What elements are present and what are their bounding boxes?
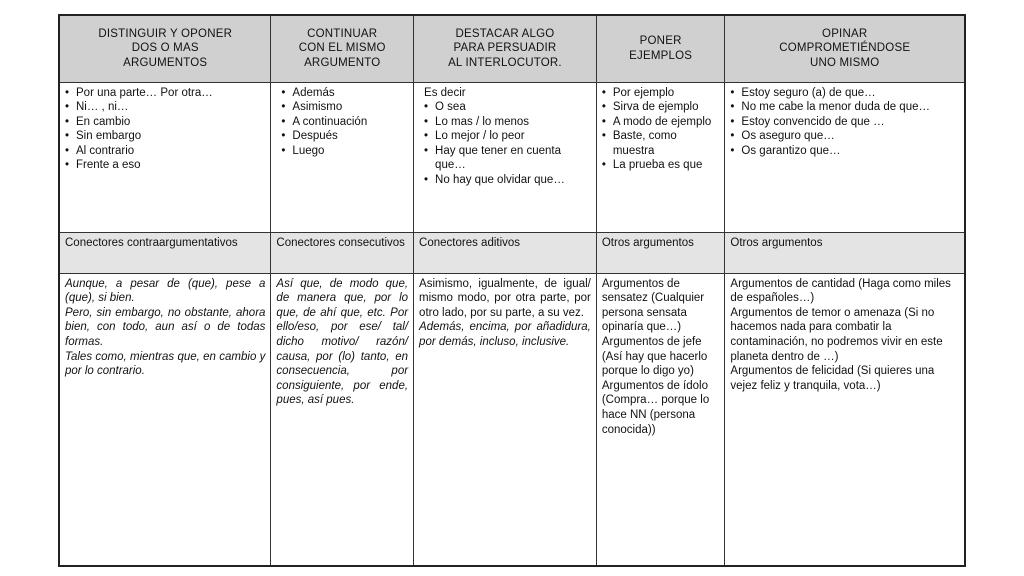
list-item: • Al contrario <box>65 144 265 159</box>
item-list <box>65 86 265 174</box>
connectors-row <box>59 273 965 566</box>
list-item: • Ni… , ni… <box>65 100 265 115</box>
items-cell-ejemplos <box>596 82 725 233</box>
connector-paragraph: Argumentos de cantidad (Haga como miles de españoles…) <box>730 277 951 305</box>
connector-paragraph: Además, encima, por añadidura, por demás, incluso, inclusive. <box>419 321 591 348</box>
connector-paragraph: Tales como, mientras que, en cambio y por lo contrario. <box>65 350 266 378</box>
list-item: • Además <box>281 86 408 101</box>
header-line: ARGUMENTOS <box>123 57 208 70</box>
header-continuar <box>271 15 414 82</box>
label-contraargumentativos: Conectores contraargumentativos <box>59 233 271 273</box>
list-item: • Os garantizo que… <box>730 144 959 159</box>
header-line: COMPROMETIÉNDOSE <box>779 42 911 55</box>
connector-paragraph: Asimismo, igualmente, de igual/ mismo modo, por otra parte, por otro lado, por su parte, a su vez. <box>419 277 591 319</box>
connector-paragraph: Así que, de modo que, de manera que, por lo que, de ahí que, etc. Por ello/eso, por ese/ tal/ dicho motivo/ razón/ causa, por (lo) tanto, en consecuencia, por consiguiente, por ende, pues, así pues. <box>276 277 409 407</box>
list-item: • Estoy convencido de que … <box>730 115 959 130</box>
header-line: DESTACAR ALGO <box>455 27 555 40</box>
header-line: ARGUMENTO <box>304 57 381 70</box>
list-item: • A continuación <box>281 115 408 130</box>
connector-paragraph: Pero, sin embargo, no obstante, ahora bien, con todo, aun así o de todas formas. <box>65 306 266 348</box>
label-aditivos: Conectores aditivos <box>414 233 597 273</box>
list-item: • En cambio <box>65 115 265 130</box>
header-destacar <box>414 15 597 82</box>
header-line: AL INTERLOCUTOR. <box>448 57 562 70</box>
connectors-cell-ejemplos <box>596 273 725 566</box>
list-item: • Hay que tener en cuenta que… <box>424 144 591 173</box>
list-item: • Estoy seguro (a) de que… <box>730 86 959 101</box>
list-item: • Luego <box>281 144 408 159</box>
header-line: DISTINGUIR Y OPONER <box>98 27 233 40</box>
items-row <box>59 82 965 233</box>
label-otros-argumentos: Otros argumentos <box>725 233 965 273</box>
list-item: • No me cabe la menor duda de que… <box>730 100 959 115</box>
connector-paragraph: Argumentos de jefe (Así hay que hacerlo porque lo digo yo) <box>601 335 708 378</box>
header-distinguir <box>59 15 271 82</box>
items-cell-destacar <box>414 82 597 233</box>
list-item: • No hay que olvidar que… <box>424 173 591 188</box>
connectors-cell-aditivos <box>414 273 597 566</box>
header-row <box>59 15 965 82</box>
header-line: UNO MISMO <box>809 57 880 70</box>
argument-connectors-table <box>58 14 966 567</box>
list-item: • Por ejemplo <box>602 86 720 101</box>
list-item: • Sin embargo <box>65 129 265 144</box>
connector-paragraph: Argumentos de temor o amenaza (Si no hacemos nada para combatir la contaminación, no podremos vivir en este planeta dentro de …) <box>730 306 943 363</box>
header-opinar <box>725 15 965 82</box>
list-item: • Por una parte… Por otra… <box>65 86 265 101</box>
connectors-cell-contraargumentativos <box>59 273 271 566</box>
list-item: • Lo mas / lo menos <box>424 115 591 130</box>
items-intro: Es decir <box>424 86 466 99</box>
list-item: • O sea <box>424 100 591 115</box>
list-item: • La prueba es que <box>602 158 720 173</box>
connector-paragraph: Argumentos de sensatez (Cualquier persona sensata opinaría que…) <box>601 277 705 334</box>
items-cell-continuar <box>271 82 414 233</box>
header-line: CON EL MISMO <box>298 42 386 55</box>
header-line: PARA PERSUADIR <box>453 42 557 55</box>
header-line: OPINAR <box>822 27 868 40</box>
item-list <box>281 86 408 159</box>
items-cell-opinar <box>725 82 965 233</box>
item-list <box>602 86 720 174</box>
connectors-cell-opinar <box>725 273 965 566</box>
header-line: EJEMPLOS <box>629 49 693 62</box>
header-line: PONER <box>639 35 682 48</box>
connectors-cell-consecutivos <box>271 273 414 566</box>
header-line: CONTINUAR <box>307 27 378 40</box>
label-row <box>59 233 965 273</box>
connector-paragraph: Aunque, a pesar de (que), pese a (que), si bien. <box>65 277 266 305</box>
list-item: • Lo mejor / lo peor <box>424 129 591 144</box>
list-item: • Baste, como muestra <box>602 129 720 158</box>
list-item: • Os aseguro que… <box>730 129 959 144</box>
label-consecutivos: Conectores consecutivos <box>271 233 414 273</box>
list-item: • Sirva de ejemplo <box>602 100 720 115</box>
list-item: • Asimismo <box>281 100 408 115</box>
list-item: • Después <box>281 129 408 144</box>
header-line: DOS O MAS <box>131 42 199 55</box>
list-item: • A modo de ejemplo <box>602 115 720 130</box>
items-cell-distinguir <box>59 82 271 233</box>
header-poner-ejemplos <box>596 15 725 82</box>
item-list <box>730 86 959 159</box>
connector-paragraph: Argumentos de felicidad (Si quieres una vejez feliz y tranquila, vota…) <box>730 365 935 392</box>
connector-paragraph: Argumentos de ídolo (Compra… porque lo hace NN (persona conocida)) <box>601 379 710 436</box>
list-item: • Frente a eso <box>65 158 265 173</box>
item-list <box>424 100 591 188</box>
label-otros-argumentos: Otros argumentos <box>596 233 725 273</box>
